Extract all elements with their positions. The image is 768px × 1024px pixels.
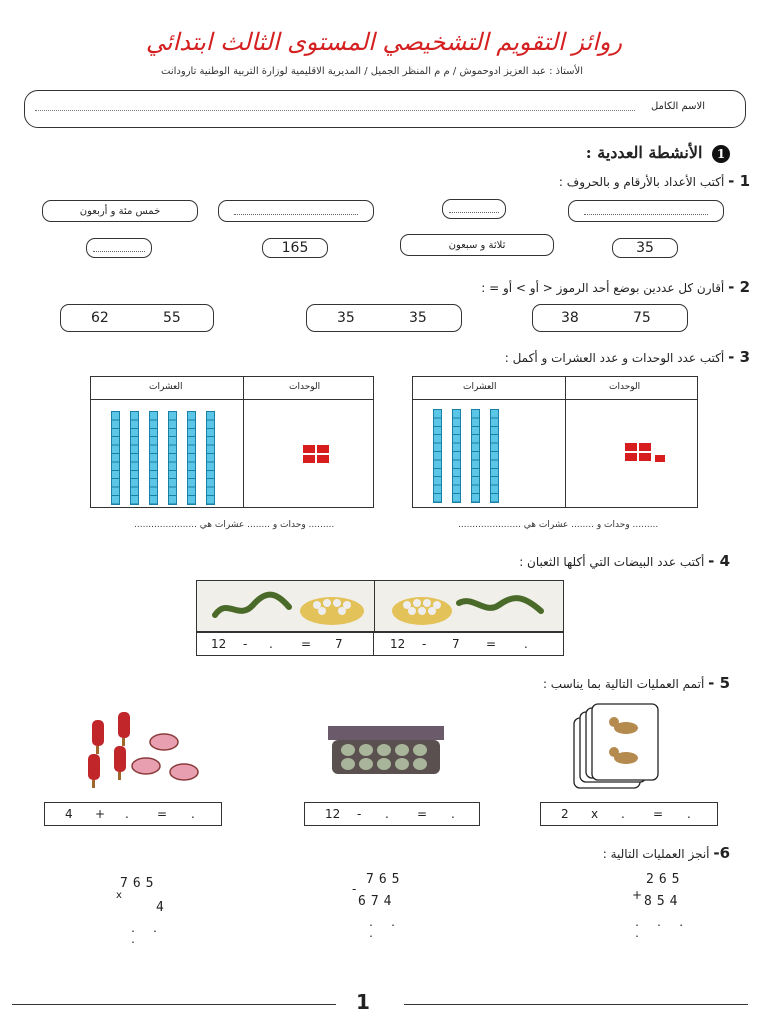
eq-op: - xyxy=(243,637,248,651)
unit-cube xyxy=(303,455,315,463)
footer-rule-left xyxy=(12,1004,336,1005)
eq-term: 12 xyxy=(390,637,406,651)
addition-exercise[interactable] xyxy=(632,872,696,942)
tens-header: العشرات xyxy=(149,382,183,392)
snake-nest-illustration xyxy=(197,581,565,633)
ten-rod xyxy=(206,411,215,505)
ten-rod xyxy=(168,411,177,505)
popsicles-and-cakes-picture xyxy=(78,710,208,790)
ten-rod xyxy=(187,411,196,505)
eq-op: x xyxy=(591,807,599,821)
compare-box-3[interactable] xyxy=(532,304,688,332)
question-2 xyxy=(481,278,750,296)
operand-a: 765 xyxy=(120,876,159,891)
subtraction-exercise[interactable] xyxy=(352,872,412,942)
eq-equals: = xyxy=(417,807,428,821)
eq-term: 7 xyxy=(452,637,460,651)
operand-a: 765 xyxy=(366,872,405,887)
eq-blank: . xyxy=(269,637,273,651)
q1-digits-blank-2[interactable] xyxy=(86,238,152,258)
q5-equation-left[interactable] xyxy=(44,802,222,826)
ten-rod xyxy=(490,409,499,503)
question-4 xyxy=(519,552,730,570)
compare-right: 35 xyxy=(409,310,427,326)
page-title: روائز التقويم التشخيصي المستوى الثالث ابتدائي xyxy=(145,28,623,56)
operand-b: 4 xyxy=(156,900,169,915)
base-ten-table-1 xyxy=(90,376,374,508)
eq-term: 7 xyxy=(335,637,343,651)
footer-rule-right xyxy=(404,1004,748,1005)
q1-words-box-2: ثلاثة و سبعون xyxy=(400,234,554,256)
ten-rod xyxy=(149,411,158,505)
name-field[interactable] xyxy=(24,90,746,128)
eq-op: - xyxy=(357,807,362,821)
ten-rod xyxy=(452,409,461,503)
units-header: الوحدات xyxy=(289,382,321,392)
eq-blank: . xyxy=(191,807,195,821)
q5-text: أتمم العمليات التالية بما يناسب : xyxy=(542,677,705,691)
page-number: 1 xyxy=(356,990,370,1014)
q2-text: أقارن كل عددين بوضع أحد الرموز < أو > أو = : xyxy=(481,281,725,295)
q1-words-blank-2[interactable] xyxy=(568,200,724,222)
q3-number: 3 - xyxy=(728,348,750,366)
eq-blank: . xyxy=(621,807,625,821)
eq-equals: = xyxy=(486,637,497,651)
operand-b: 854 xyxy=(644,894,683,909)
minus-sign: - xyxy=(352,882,357,896)
eq-op: + xyxy=(95,807,106,821)
eq-blank: . xyxy=(385,807,389,821)
q3-fill-line-1[interactable]: ......... وحدات و ........ عشرات هي ...................... xyxy=(134,520,335,530)
unit-cube xyxy=(625,443,637,451)
q1-number: 1 - xyxy=(728,172,750,190)
eq-term: 12 xyxy=(211,637,227,651)
dog-cards-picture xyxy=(570,702,670,792)
eq-blank: . xyxy=(125,807,129,821)
compare-box-1[interactable] xyxy=(60,304,214,332)
ten-rod xyxy=(111,411,120,505)
eq-term: 4 xyxy=(65,807,73,821)
q1-text: أكتب الأعداد بالأرقام و بالحروف : xyxy=(558,175,725,189)
q4-number: 4 - xyxy=(708,552,730,570)
question-1 xyxy=(559,172,750,190)
result-blank: . . . xyxy=(368,918,402,940)
question-5 xyxy=(543,674,730,692)
eq-equals: = xyxy=(301,637,312,651)
q6-number: 6- xyxy=(713,844,730,862)
eq-term: 2 xyxy=(561,807,569,821)
ten-rod xyxy=(433,409,442,503)
units-header: الوحدات xyxy=(609,382,641,392)
unit-cube xyxy=(317,455,329,463)
result-blank: . . . xyxy=(130,924,164,946)
base-ten-table-2 xyxy=(412,376,698,508)
compare-left: 62 xyxy=(91,310,109,326)
operand-b: 674 xyxy=(358,894,397,909)
eq-term: 12 xyxy=(325,807,341,821)
q4-text: أكتب عدد البيضات التي أكلها الثعبان : xyxy=(519,555,705,569)
q1-words-box: خمس مئة و أربعون xyxy=(42,200,198,222)
unit-cube xyxy=(625,453,637,461)
unit-cube xyxy=(639,453,651,461)
ten-rod xyxy=(130,411,139,505)
eq-equals: = xyxy=(157,807,168,821)
operand-a: 265 xyxy=(646,872,685,887)
egg-carton-picture xyxy=(326,722,446,778)
name-dotline xyxy=(35,101,635,111)
eq-blank: . xyxy=(687,807,691,821)
q1-digits-blank[interactable] xyxy=(442,199,506,219)
q4-equation-left[interactable] xyxy=(196,632,374,656)
snake-eggs-picture xyxy=(196,580,564,632)
compare-box-2[interactable] xyxy=(306,304,462,332)
name-label: الاسم الكامل xyxy=(650,101,705,112)
compare-right: 75 xyxy=(633,310,651,326)
question-3 xyxy=(505,348,750,366)
eq-blank: . xyxy=(451,807,455,821)
section-number: 1 xyxy=(712,145,730,163)
q1-words-blank[interactable] xyxy=(218,200,374,222)
question-6 xyxy=(603,844,730,862)
result-blank: . . . . xyxy=(634,918,690,940)
q3-fill-line-2[interactable]: ......... وحدات و ........ عشرات هي ...................... xyxy=(458,520,659,530)
author-line: الأستاذ : عبد العزيز ادوحموش / م م المنظر الجميل / المديرية الاقليمية لوزارة التربية الوطنية تارودانت xyxy=(161,66,583,77)
q2-number: 2 - xyxy=(728,278,750,296)
eq-blank: . xyxy=(524,637,528,651)
plus-sign: + xyxy=(632,888,643,902)
q5-number: 5 - xyxy=(708,674,730,692)
times-sign: x xyxy=(116,890,122,901)
eq-equals: = xyxy=(653,807,664,821)
unit-cube xyxy=(303,445,315,453)
q4-equation-right[interactable] xyxy=(374,632,564,656)
compare-right: 55 xyxy=(163,310,181,326)
q1-number-165: 165 xyxy=(262,238,328,258)
unit-cube xyxy=(639,443,651,451)
q5-equation-right[interactable] xyxy=(540,802,718,826)
unit-cube xyxy=(655,455,665,462)
tens-header: العشرات xyxy=(463,382,497,392)
ten-rod xyxy=(471,409,480,503)
section-heading xyxy=(586,143,730,163)
q3-text: أكتب عدد الوحدات و عدد العشرات و أكمل : xyxy=(504,351,725,365)
unit-cube xyxy=(317,445,329,453)
eq-op: - xyxy=(422,637,427,651)
q5-equation-middle[interactable] xyxy=(304,802,480,826)
multiplication-exercise[interactable] xyxy=(116,874,176,944)
q1-number-35: 35 xyxy=(612,238,678,258)
q6-text: أنجز العمليات التالية : xyxy=(602,847,710,861)
section-title: الأنشطة العددية : xyxy=(585,143,703,162)
compare-left: 35 xyxy=(337,310,355,326)
compare-left: 38 xyxy=(561,310,579,326)
